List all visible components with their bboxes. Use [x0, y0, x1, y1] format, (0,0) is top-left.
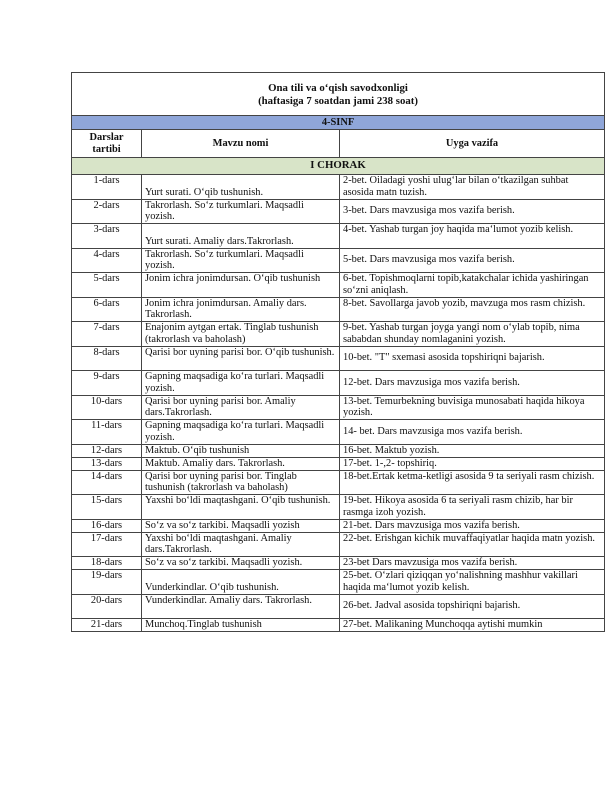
quarter-row — [72, 158, 605, 175]
table-row — [72, 457, 605, 470]
table-row — [72, 175, 605, 200]
lesson-topic: Maktub. Amaliy dars. Takrorlash. — [142, 457, 340, 470]
lesson-topic: Gapning maqsadiga ko‘ra turlari. Maqsadli yozish. — [142, 420, 340, 445]
quarter-label: I CHORAK — [72, 158, 605, 175]
table-row — [72, 532, 605, 557]
table-row — [72, 570, 605, 595]
grade-row — [72, 116, 605, 130]
lesson-homework: 21-bet. Dars mavzusiga mos vazifa berish. — [340, 519, 605, 532]
lesson-number: 3-dars — [72, 224, 142, 249]
lesson-homework: 2-bet. Oiladagi yoshi ulug‘lar bilan o‘tkazilgan suhbat asosida matn tuzish. — [340, 175, 605, 200]
lesson-topic: Munchoq.Tinglab tushunish — [142, 619, 340, 632]
table-row — [72, 346, 605, 371]
lesson-topic: Yaxshi bo‘ldi maqtashgani. O‘qib tushunish. — [142, 495, 340, 520]
lesson-topic: Maktub. O‘qib tushunish — [142, 444, 340, 457]
lesson-topic: Vunderkindlar. O‘qib tushunish. — [142, 570, 340, 595]
title-line-1: Ona tili va o‘qish savodxonligi — [268, 82, 408, 94]
lesson-homework: 16-bet. Maktub yozish. — [340, 444, 605, 457]
title-line-2: (haftasiga 7 soatdan jami 238 soat) — [258, 95, 418, 107]
lesson-topic: Yurt surati. Amaliy dars.Takrorlash. — [142, 224, 340, 249]
lesson-number: 10-dars — [72, 395, 142, 420]
table-row — [72, 371, 605, 396]
lesson-number: 9-dars — [72, 371, 142, 396]
title-row — [72, 73, 605, 116]
table-row — [72, 519, 605, 532]
table-row — [72, 420, 605, 445]
lesson-homework: 6-bet. Topishmoqlarni topib,katakchalar ichida yashiringan so‘zni aniqlash. — [340, 273, 605, 298]
table-row — [72, 248, 605, 273]
table-row — [72, 273, 605, 298]
table-row — [72, 470, 605, 495]
lesson-number: 4-dars — [72, 248, 142, 273]
lesson-topic: Jonim ichra jonimdursan. O‘qib tushunish — [142, 273, 340, 298]
lesson-number: 17-dars — [72, 532, 142, 557]
lesson-homework: 17-bet. 1-,2- topshiriq. — [340, 457, 605, 470]
lesson-homework: 10-bet. "T" sxemasi asosida topshiriqni bajarish. — [340, 346, 605, 371]
lesson-topic: So‘z va so‘z tarkibi. Maqsadli yozish — [142, 519, 340, 532]
table-row — [72, 594, 605, 619]
lesson-homework: 12-bet. Dars mavzusiga mos vazifa berish. — [340, 371, 605, 396]
table-row — [72, 224, 605, 249]
lesson-homework: 5-bet. Dars mavzusiga mos vazifa berish. — [340, 248, 605, 273]
lesson-number: 21-dars — [72, 619, 142, 632]
lesson-homework: 26-bet. Jadval asosida topshiriqni bajarish. — [340, 594, 605, 619]
lesson-number: 7-dars — [72, 322, 142, 347]
lesson-topic: Takrorlash. So‘z turkumlari. Maqsadli yozish. — [142, 199, 340, 224]
lesson-number: 14-dars — [72, 470, 142, 495]
grade-label: 4-SINF — [72, 116, 605, 130]
lesson-number: 1-dars — [72, 175, 142, 200]
table-row — [72, 495, 605, 520]
lesson-topic: Enajonim aytgan ertak. Tinglab tushunish (takrorlash va baholash) — [142, 322, 340, 347]
lesson-homework: 13-bet. Temurbekning buvisiga munosabati haqida hikoya yozish. — [340, 395, 605, 420]
lesson-homework: 27-bet. Malikaning Munchoqqa aytishi mumkin — [340, 619, 605, 632]
lesson-homework: 4-bet. Yashab turgan joy haqida ma‘lumot yozib kelish. — [340, 224, 605, 249]
lesson-topic: Vunderkindlar. Amaliy dars. Takrorlash. — [142, 594, 340, 619]
lesson-homework: 19-bet. Hikoya asosida 6 ta seriyali rasm chizib, har bir rasmga izoh yozish. — [340, 495, 605, 520]
table-row — [72, 322, 605, 347]
table-row — [72, 199, 605, 224]
lesson-homework: 14- bet. Dars mavzusiga mos vazifa berish. — [340, 420, 605, 445]
table-row — [72, 557, 605, 570]
lesson-homework: 8-bet. Savollarga javob yozib, mavzuga mos rasm chizish. — [340, 297, 605, 322]
lesson-topic: Yurt surati. O‘qib tushunish. — [142, 175, 340, 200]
header-homework: Uyga vazifa — [340, 130, 605, 158]
lesson-topic: Gapning maqsadiga ko‘ra turlari. Maqsadli yozish. — [142, 371, 340, 396]
lesson-number: 13-dars — [72, 457, 142, 470]
lesson-number: 11-dars — [72, 420, 142, 445]
lesson-topic: Qarisi bor uyning parisi bor. O‘qib tushunish. — [142, 346, 340, 371]
table-row — [72, 444, 605, 457]
lesson-number: 8-dars — [72, 346, 142, 371]
lesson-number: 5-dars — [72, 273, 142, 298]
lesson-topic: Jonim ichra jonimdursan. Amaliy dars. Takrorlash. — [142, 297, 340, 322]
lesson-number: 15-dars — [72, 495, 142, 520]
table-row — [72, 395, 605, 420]
header-topic: Mavzu nomi — [142, 130, 340, 158]
table-row — [72, 619, 605, 632]
lesson-number: 20-dars — [72, 594, 142, 619]
lesson-number: 12-dars — [72, 444, 142, 457]
lesson-topic: Qarisi bor uyning parisi bor. Tinglab tushunish (takrorlash va baholash) — [142, 470, 340, 495]
table-title — [72, 73, 605, 116]
lesson-homework: 18-bet.Ertak ketma-ketligi asosida 9 ta seriyali rasm chizish. — [340, 470, 605, 495]
lesson-topic: Takrorlash. So‘z turkumlari. Maqsadli yozish. — [142, 248, 340, 273]
lesson-homework: 22-bet. Erishgan kichik muvaffaqiyatlar haqida matn yozish. — [340, 532, 605, 557]
lesson-topic: Yaxshi bo‘ldi maqtashgani. Amaliy dars.Takrorlash. — [142, 532, 340, 557]
lesson-homework: 9-bet. Yashab turgan joyga yangi nom o‘ylab topib, nima sababdan shunday nomlaganini yozish. — [340, 322, 605, 347]
lesson-number: 6-dars — [72, 297, 142, 322]
header-lesson-order: Darslar tartibi — [72, 130, 142, 158]
lesson-topic: So‘z va so‘z tarkibi. Maqsadli yozish. — [142, 557, 340, 570]
header-row — [72, 130, 605, 158]
lesson-number: 18-dars — [72, 557, 142, 570]
curriculum-table — [71, 72, 605, 632]
lesson-homework: 3-bet. Dars mavzusiga mos vazifa berish. — [340, 199, 605, 224]
table-row — [72, 297, 605, 322]
lesson-homework: 23-bet Dars mavzusiga mos vazifa berish. — [340, 557, 605, 570]
lesson-topic: Qarisi bor uyning parisi bor. Amaliy dars.Takrorlash. — [142, 395, 340, 420]
lesson-number: 19-dars — [72, 570, 142, 595]
lesson-number: 2-dars — [72, 199, 142, 224]
lesson-number: 16-dars — [72, 519, 142, 532]
lesson-homework: 25-bet. O‘zlari qiziqqan yo‘nalishning mashhur vakillari haqida ma‘lumot yozib kelish. — [340, 570, 605, 595]
